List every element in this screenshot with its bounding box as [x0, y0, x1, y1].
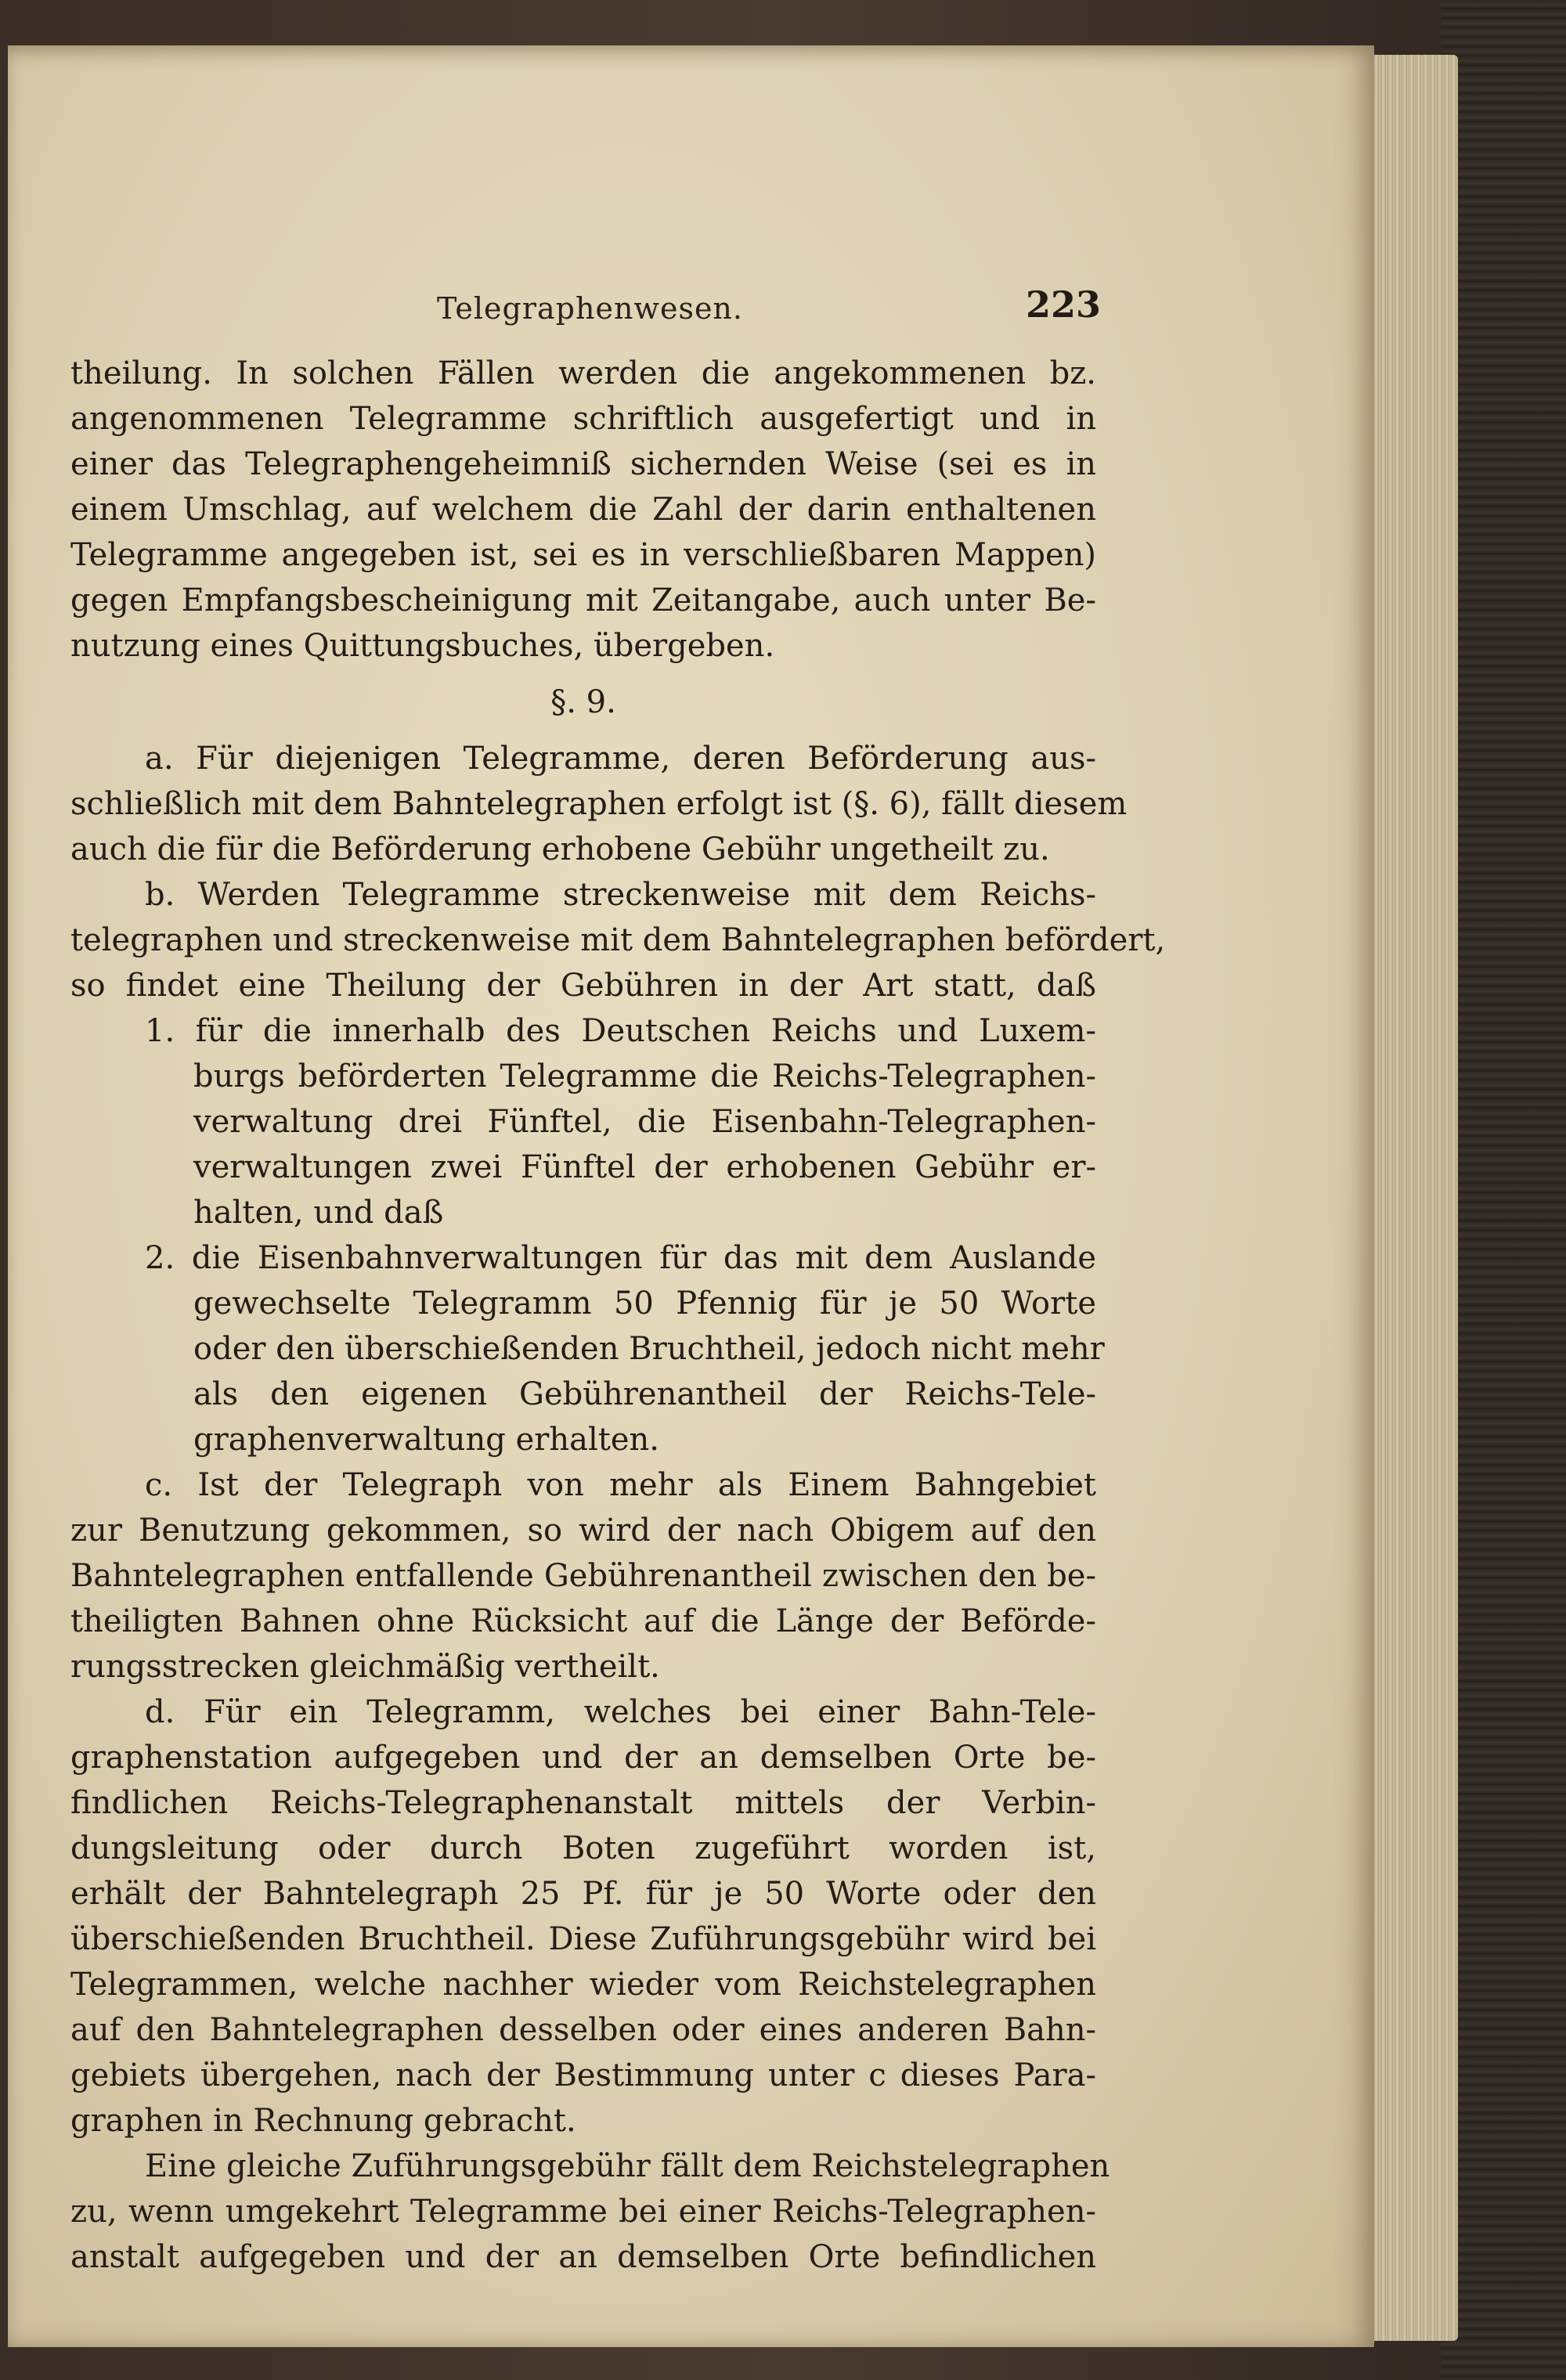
text-line: Telegrammen, welche nachher wieder vom Reichstelegraphen — [70, 1967, 1096, 2003]
text-line: einem Umschlag, auf welchem die Zahl der darin enthaltenen — [70, 492, 1096, 528]
text-line: einer das Telegraphengeheimniß sichernden Weise (sei es in — [70, 446, 1096, 482]
page-number: 223 — [1026, 283, 1102, 326]
list-item-line: als den eigenen Gebührenantheil der Reichs-Tele- — [193, 1376, 1096, 1412]
text-line: d. Für ein Telegramm, welches bei einer Bahn-Tele- — [145, 1694, 1096, 1730]
list-item-line: burgs beförderten Telegramme die Reichs-Telegraphen- — [193, 1058, 1096, 1094]
text-line: anstalt aufgegeben und der an demselben Orte befindlichen — [70, 2239, 1096, 2275]
text-line: graphenstation aufgegeben und der an demselben Orte be- — [70, 1740, 1096, 1776]
text-line: rungsstrecken gleichmäßig vertheilt. — [70, 1649, 660, 1685]
list-item-line: 1. für die innerhalb des Deutschen Reichs und Luxem- — [145, 1013, 1096, 1049]
page-edges — [1372, 55, 1458, 2341]
list-item-line: oder den überschießenden Bruchtheil, jedoch nicht mehr — [193, 1331, 1105, 1367]
section-heading: §. 9. — [550, 684, 616, 720]
text-line: gegen Empfangsbescheinigung mit Zeitangabe, auch unter Be- — [70, 582, 1096, 618]
text-line: zur Benutzung gekommen, so wird der nach Obigem auf den — [70, 1513, 1096, 1549]
body-text — [70, 351, 1166, 2280]
text-line: auch die für die Beförderung erhobene Gebühr ungetheilt zu. — [70, 831, 1050, 867]
text-line: Bahntelegraphen entfallende Gebührenantheil zwischen den be- — [70, 1558, 1096, 1594]
text-line: theilung. In solchen Fällen werden die angekommenen bz. — [70, 355, 1096, 391]
text-line: b. Werden Telegramme streckenweise mit dem Reichs- — [145, 877, 1096, 913]
list-item-line: 2. die Eisenbahnverwaltungen für das mit dem Auslande — [145, 1240, 1096, 1276]
text-line: angenommenen Telegramme schriftlich ausgefertigt und in — [70, 401, 1096, 437]
text-line: so findet eine Theilung der Gebühren in der Art statt, daß — [70, 968, 1096, 1004]
running-title: Telegraphenwesen. — [437, 291, 743, 326]
text-line: Eine gleiche Zuführungsgebühr fällt dem Reichstelegraphen — [145, 2148, 1110, 2184]
list-item-line: gewechselte Telegramm 50 Pfennig für je 50 Worte — [193, 1286, 1096, 1322]
text-line: erhält der Bahntelegraph 25 Pf. für je 50 Worte oder den — [70, 1876, 1096, 1912]
text-line: gebiets übergehen, nach der Bestimmung unter c dieses Para- — [70, 2057, 1096, 2093]
text-line: überschießenden Bruchtheil. Diese Zuführungsgebühr wird bei — [70, 1921, 1096, 1957]
text-line: telegraphen und streckenweise mit dem Bahntelegraphen befördert, — [70, 922, 1166, 958]
text-line: zu, wenn umgekehrt Telegramme bei einer Reichs-Telegraphen- — [70, 2194, 1096, 2230]
list-item-line: verwaltung drei Fünftel, die Eisenbahn-Telegraphen- — [193, 1104, 1096, 1140]
text-line: Telegramme angegeben ist, sei es in verschließbaren Mappen) — [70, 537, 1096, 573]
book-page — [8, 45, 1374, 2347]
text-line: c. Ist der Telegraph von mehr als Einem Bahngebiet — [145, 1467, 1096, 1503]
book-cover-edge — [1441, 0, 1566, 2380]
text-line: findlichen Reichs-Telegraphenanstalt mittels der Verbin- — [70, 1785, 1096, 1821]
text-line: nutzung eines Quittungsbuches, übergeben. — [70, 628, 775, 664]
running-head — [8, 272, 1374, 335]
text-line: theiligten Bahnen ohne Rücksicht auf die Länge der Beförde- — [70, 1603, 1096, 1639]
text-line: dungsleitung oder durch Boten zugeführt worden ist, — [70, 1830, 1096, 1866]
text-line: a. Für diejenigen Telegramme, deren Beförderung aus- — [145, 741, 1096, 777]
list-item-line: halten, und daß — [193, 1195, 444, 1231]
list-item-line: graphenverwaltung erhalten. — [193, 1422, 659, 1458]
list-item-line: verwaltungen zwei Fünftel der erhobenen Gebühr er- — [193, 1149, 1096, 1185]
text-line: auf den Bahntelegraphen desselben oder eines anderen Bahn- — [70, 2012, 1096, 2048]
text-line: schließlich mit dem Bahntelegraphen erfolgt ist (§. 6), fällt diesem — [70, 786, 1128, 822]
text-line: graphen in Rechnung gebracht. — [70, 2103, 576, 2139]
